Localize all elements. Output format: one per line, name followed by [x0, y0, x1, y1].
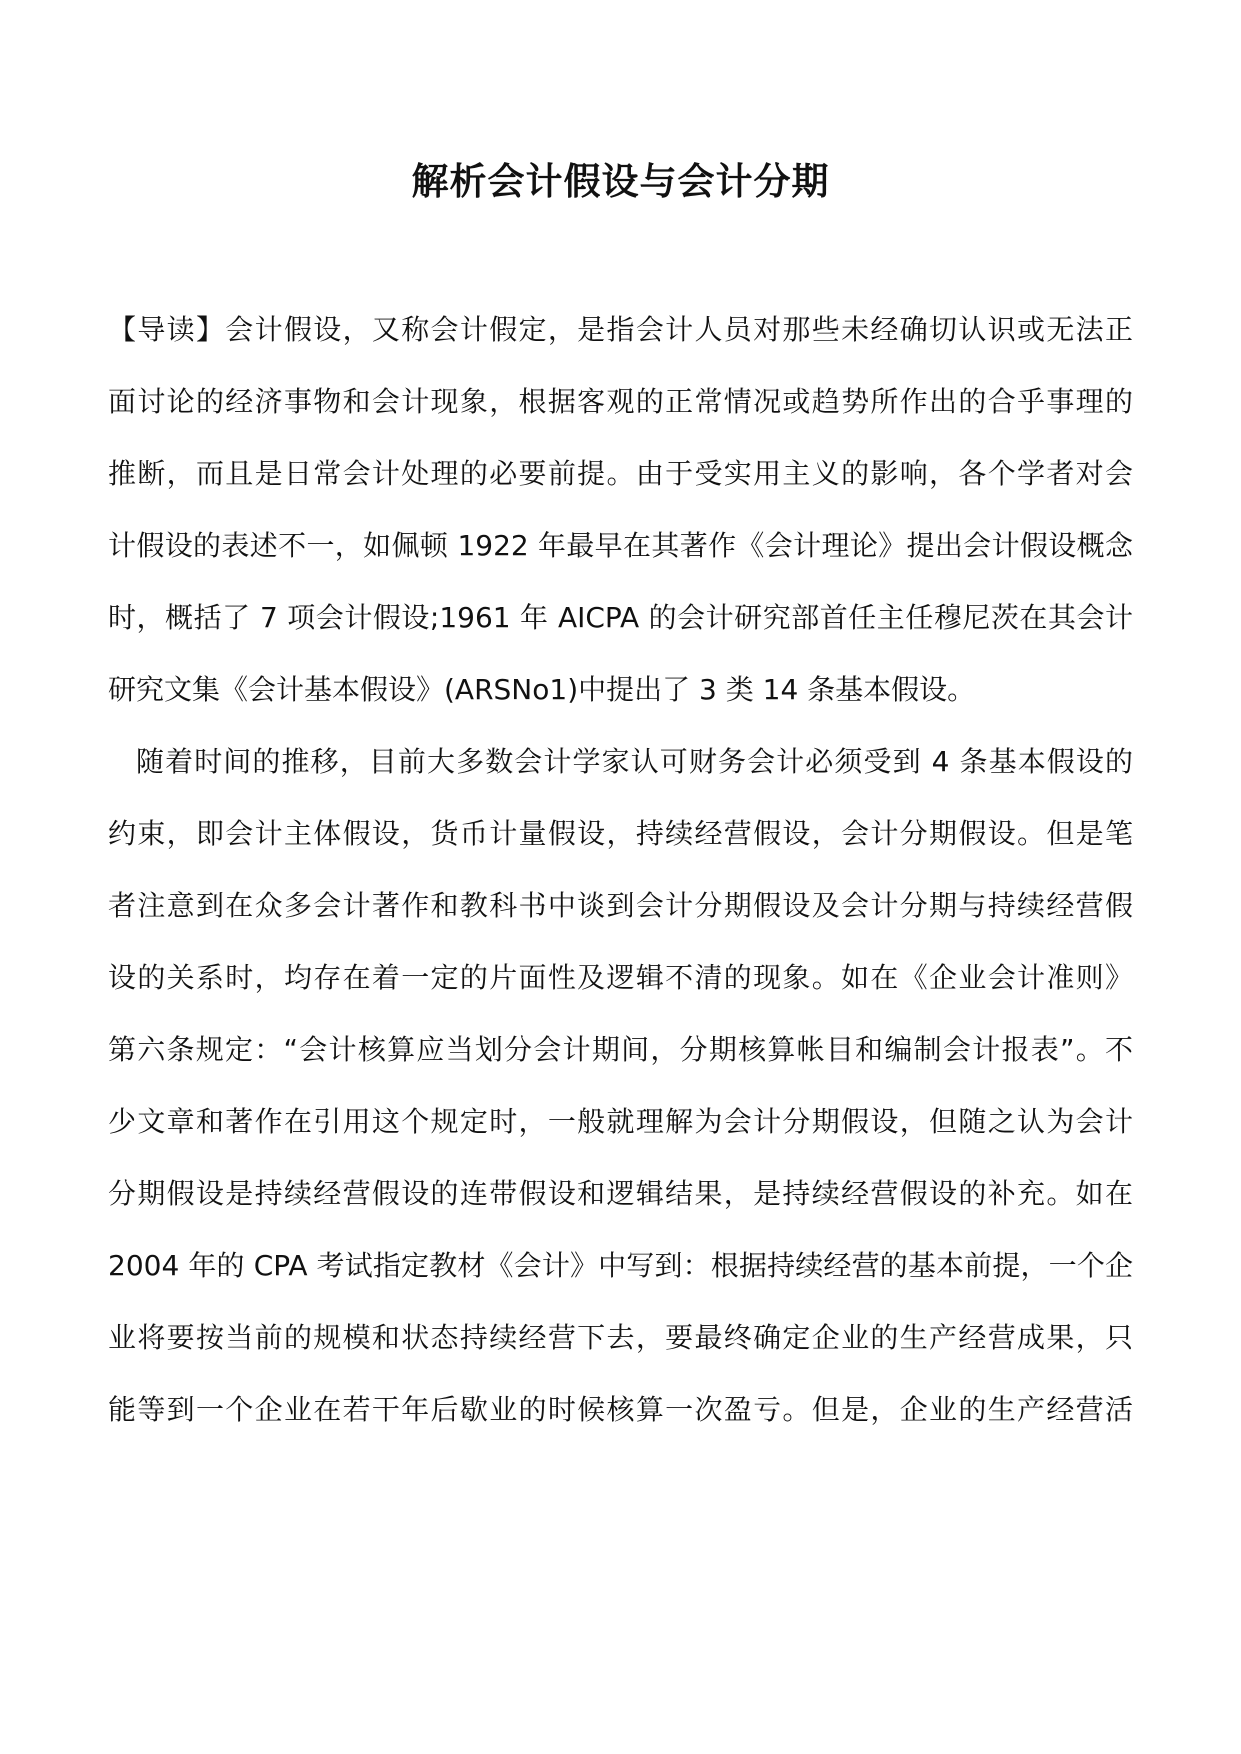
paragraph-1-line-3: 推断，而且是日常会计处理的必要前提。由于受实用主义的影响，各个学者对会: [108, 457, 1133, 490]
paragraph-2-line-2: 约束，即会计主体假设，货币计量假设，持续经营假设，会计分期假设。但是笔: [108, 817, 1133, 850]
paragraph-1-line-2: 面讨论的经济事物和会计现象，根据客观的正常情况或趋势所作出的合乎事理的: [108, 385, 1133, 418]
paragraph-1-line-6: 研究文集《会计基本假设》(ARSNo1)中提出了 3 类 14 条基本假设。: [108, 673, 976, 706]
paragraph-1-line-1: 【导读】会计假设，又称会计假定，是指会计人员对那些未经确切认识或无法正: [108, 313, 1133, 346]
document-title: 解析会计假设与会计分期: [411, 160, 830, 203]
paragraph-2-line-6: 少文章和著作在引用这个规定时，一般就理解为会计分期假设，但随之认为会计: [108, 1105, 1133, 1138]
paragraph-1-line-5: 时，概括了 7 项会计假设;1961 年 AICPA 的会计研究部首任主任穆尼茨在其会计: [108, 601, 1133, 634]
paragraph-2-line-4: 设的关系时，均存在着一定的片面性及逻辑不清的现象。如在《企业会计准则》: [108, 961, 1133, 994]
paragraph-2-line-3: 者注意到在众多会计著作和教科书中谈到会计分期假设及会计分期与持续经营假: [108, 889, 1133, 922]
paragraph-2-line-1: 随着时间的推移，目前大多数会计学家认可财务会计必须受到 4 条基本假设的: [136, 745, 1133, 778]
paragraph-2-line-8: 2004 年的 CPA 考试指定教材《会计》中写到：根据持续经营的基本前提，一个企: [108, 1249, 1133, 1282]
paragraph-2-line-7: 分期假设是持续经营假设的连带假设和逻辑结果，是持续经营假设的补充。如在: [108, 1177, 1133, 1210]
paragraph-2-line-5: 第六条规定：“会计核算应当划分会计期间，分期核算帐目和编制会计报表”。不: [108, 1033, 1133, 1066]
paragraph-2-line-10: 能等到一个企业在若干年后歇业的时候核算一次盈亏。但是，企业的生产经营活: [108, 1393, 1133, 1426]
paragraph-1-line-4: 计假设的表述不一，如佩顿 1922 年最早在其著作《会计理论》提出会计假设概念: [108, 529, 1133, 562]
paragraph-2-line-9: 业将要按当前的规模和状态持续经营下去，要最终确定企业的生产经营成果，只: [108, 1321, 1133, 1354]
